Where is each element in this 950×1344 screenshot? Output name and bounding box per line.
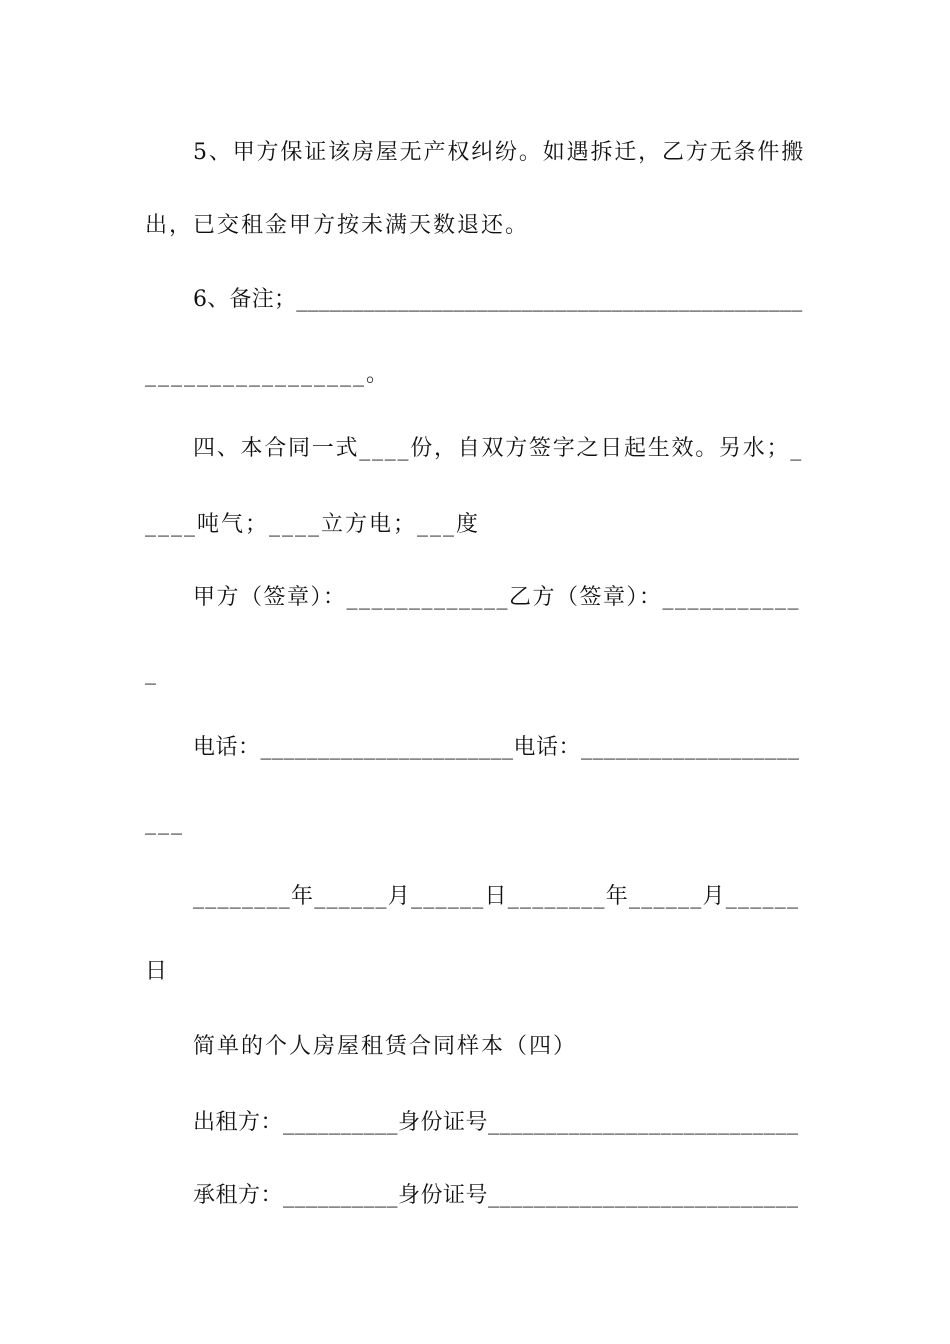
- clause-6-remarks-line-2: _________________。: [145, 362, 391, 387]
- clause-5-line-2: 出，已交租金甲方按未满天数退还。: [145, 213, 530, 238]
- signature-line-cont: _: [145, 660, 158, 685]
- clause-5-line-1: 5、甲方保证该房屋无产权纠纷。如遇拆迁，乙方无条件搬: [193, 140, 806, 165]
- section-title: 简单的个人房屋租赁合同样本（四）: [193, 1034, 578, 1059]
- date-line: ________年______月______日________年______月______: [193, 884, 800, 909]
- signature-line: 甲方（签章）：_____________乙方（签章）：___________: [193, 585, 801, 610]
- clause-4-line-1: 四、本合同一式____份，自双方签字之日起生效。另水；_: [193, 436, 804, 461]
- phone-line-cont: ___: [145, 810, 184, 835]
- clause-4-line-2: ____吨气；____立方电；___度: [145, 512, 481, 537]
- lessor-line: 出租方：__________身份证号___________________________: [193, 1110, 799, 1135]
- date-line-cont: 日: [145, 959, 170, 984]
- phone-line: 电话：______________________电话：___________________: [193, 735, 800, 760]
- clause-6-remarks-line-1: 6、备注；_____________________________________________: [193, 287, 803, 312]
- lessee-line: 承租方：__________身份证号___________________________: [193, 1183, 799, 1208]
